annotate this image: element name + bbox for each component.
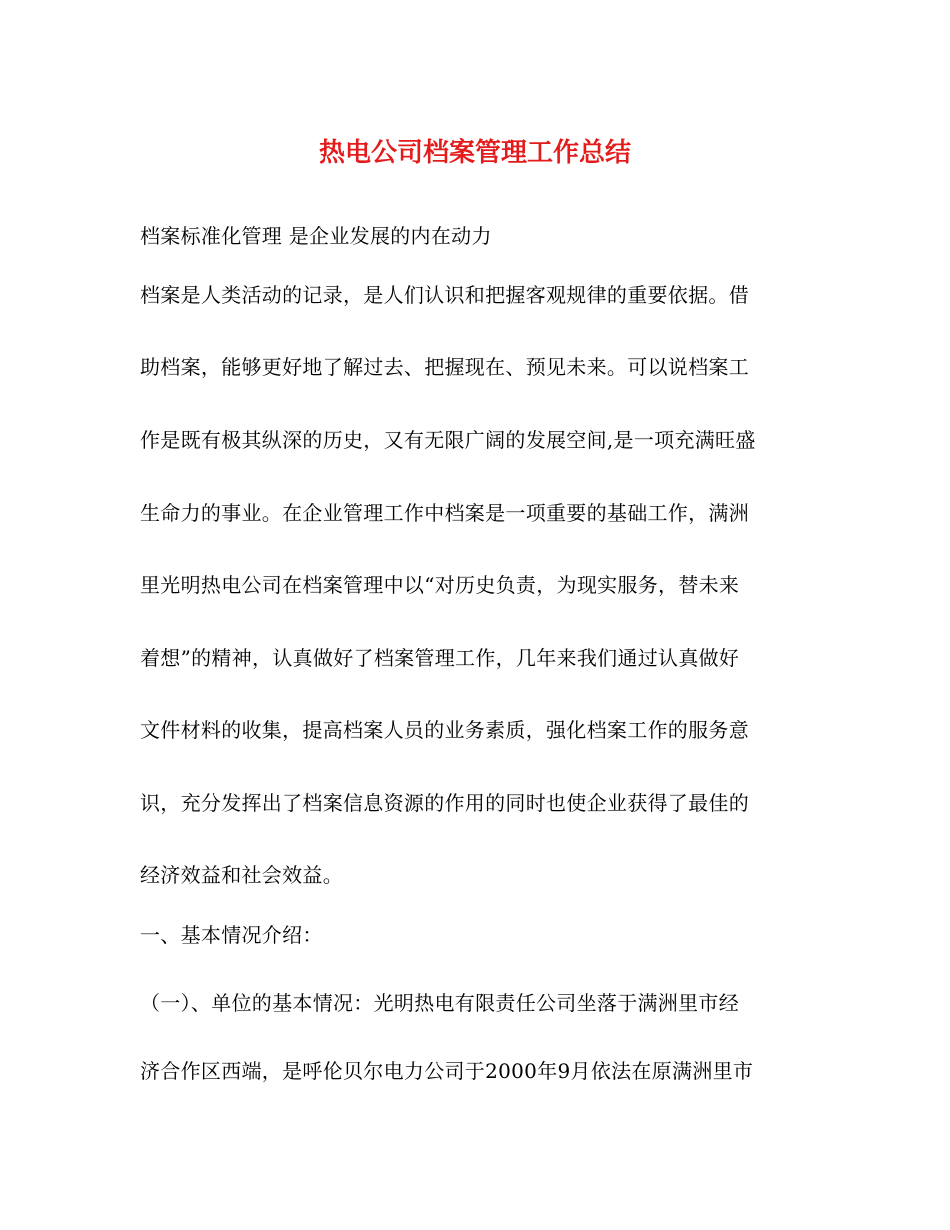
paragraph-line: 着想”的精神，认真做好了档案管理工作，几年来我们通过认真做好 xyxy=(140,646,740,670)
paragraph-line: 识，充分发挥出了档案信息资源的作用的同时也使企业获得了最佳的 xyxy=(140,791,749,815)
paragraph-line: 助档案，能够更好地了解过去、把握现在、预见未来。可以说档案工 xyxy=(140,355,749,379)
paragraph-line: 里光明热电公司在档案管理中以“对历史负责，为现实服务，替未来 xyxy=(140,573,740,597)
paragraph-line: 济合作区西端，是呼伦贝尔电力公司于2000年9月依法在原满洲里市 xyxy=(140,1059,754,1083)
paragraph-line: 经济效益和社会效益。 xyxy=(140,863,343,887)
paragraph-line: 生命力的事业。在企业管理工作中档案是一项重要的基础工作，满洲 xyxy=(140,501,749,525)
paragraph-line: （一）、单位的基本情况：光明热电有限责任公司坐落于满洲里市经 xyxy=(140,991,739,1015)
paragraph-line: 文件材料的收集，提高档案人员的业务素质，强化档案工作的服务意 xyxy=(140,718,749,742)
document-title: 热电公司档案管理工作总结 xyxy=(318,138,631,168)
section-heading: 一、基本情况介绍： xyxy=(140,923,323,947)
subtitle-line: 档案标准化管理 是企业发展的内在动力 xyxy=(140,224,492,248)
paragraph-line: 档案是人类活动的记录，是人们认识和把握客观规律的重要依据。借 xyxy=(140,283,749,307)
paragraph-line: 作是既有极其纵深的历史，又有无限广阔的发展空间,是一项充满旺盛 xyxy=(140,428,756,452)
